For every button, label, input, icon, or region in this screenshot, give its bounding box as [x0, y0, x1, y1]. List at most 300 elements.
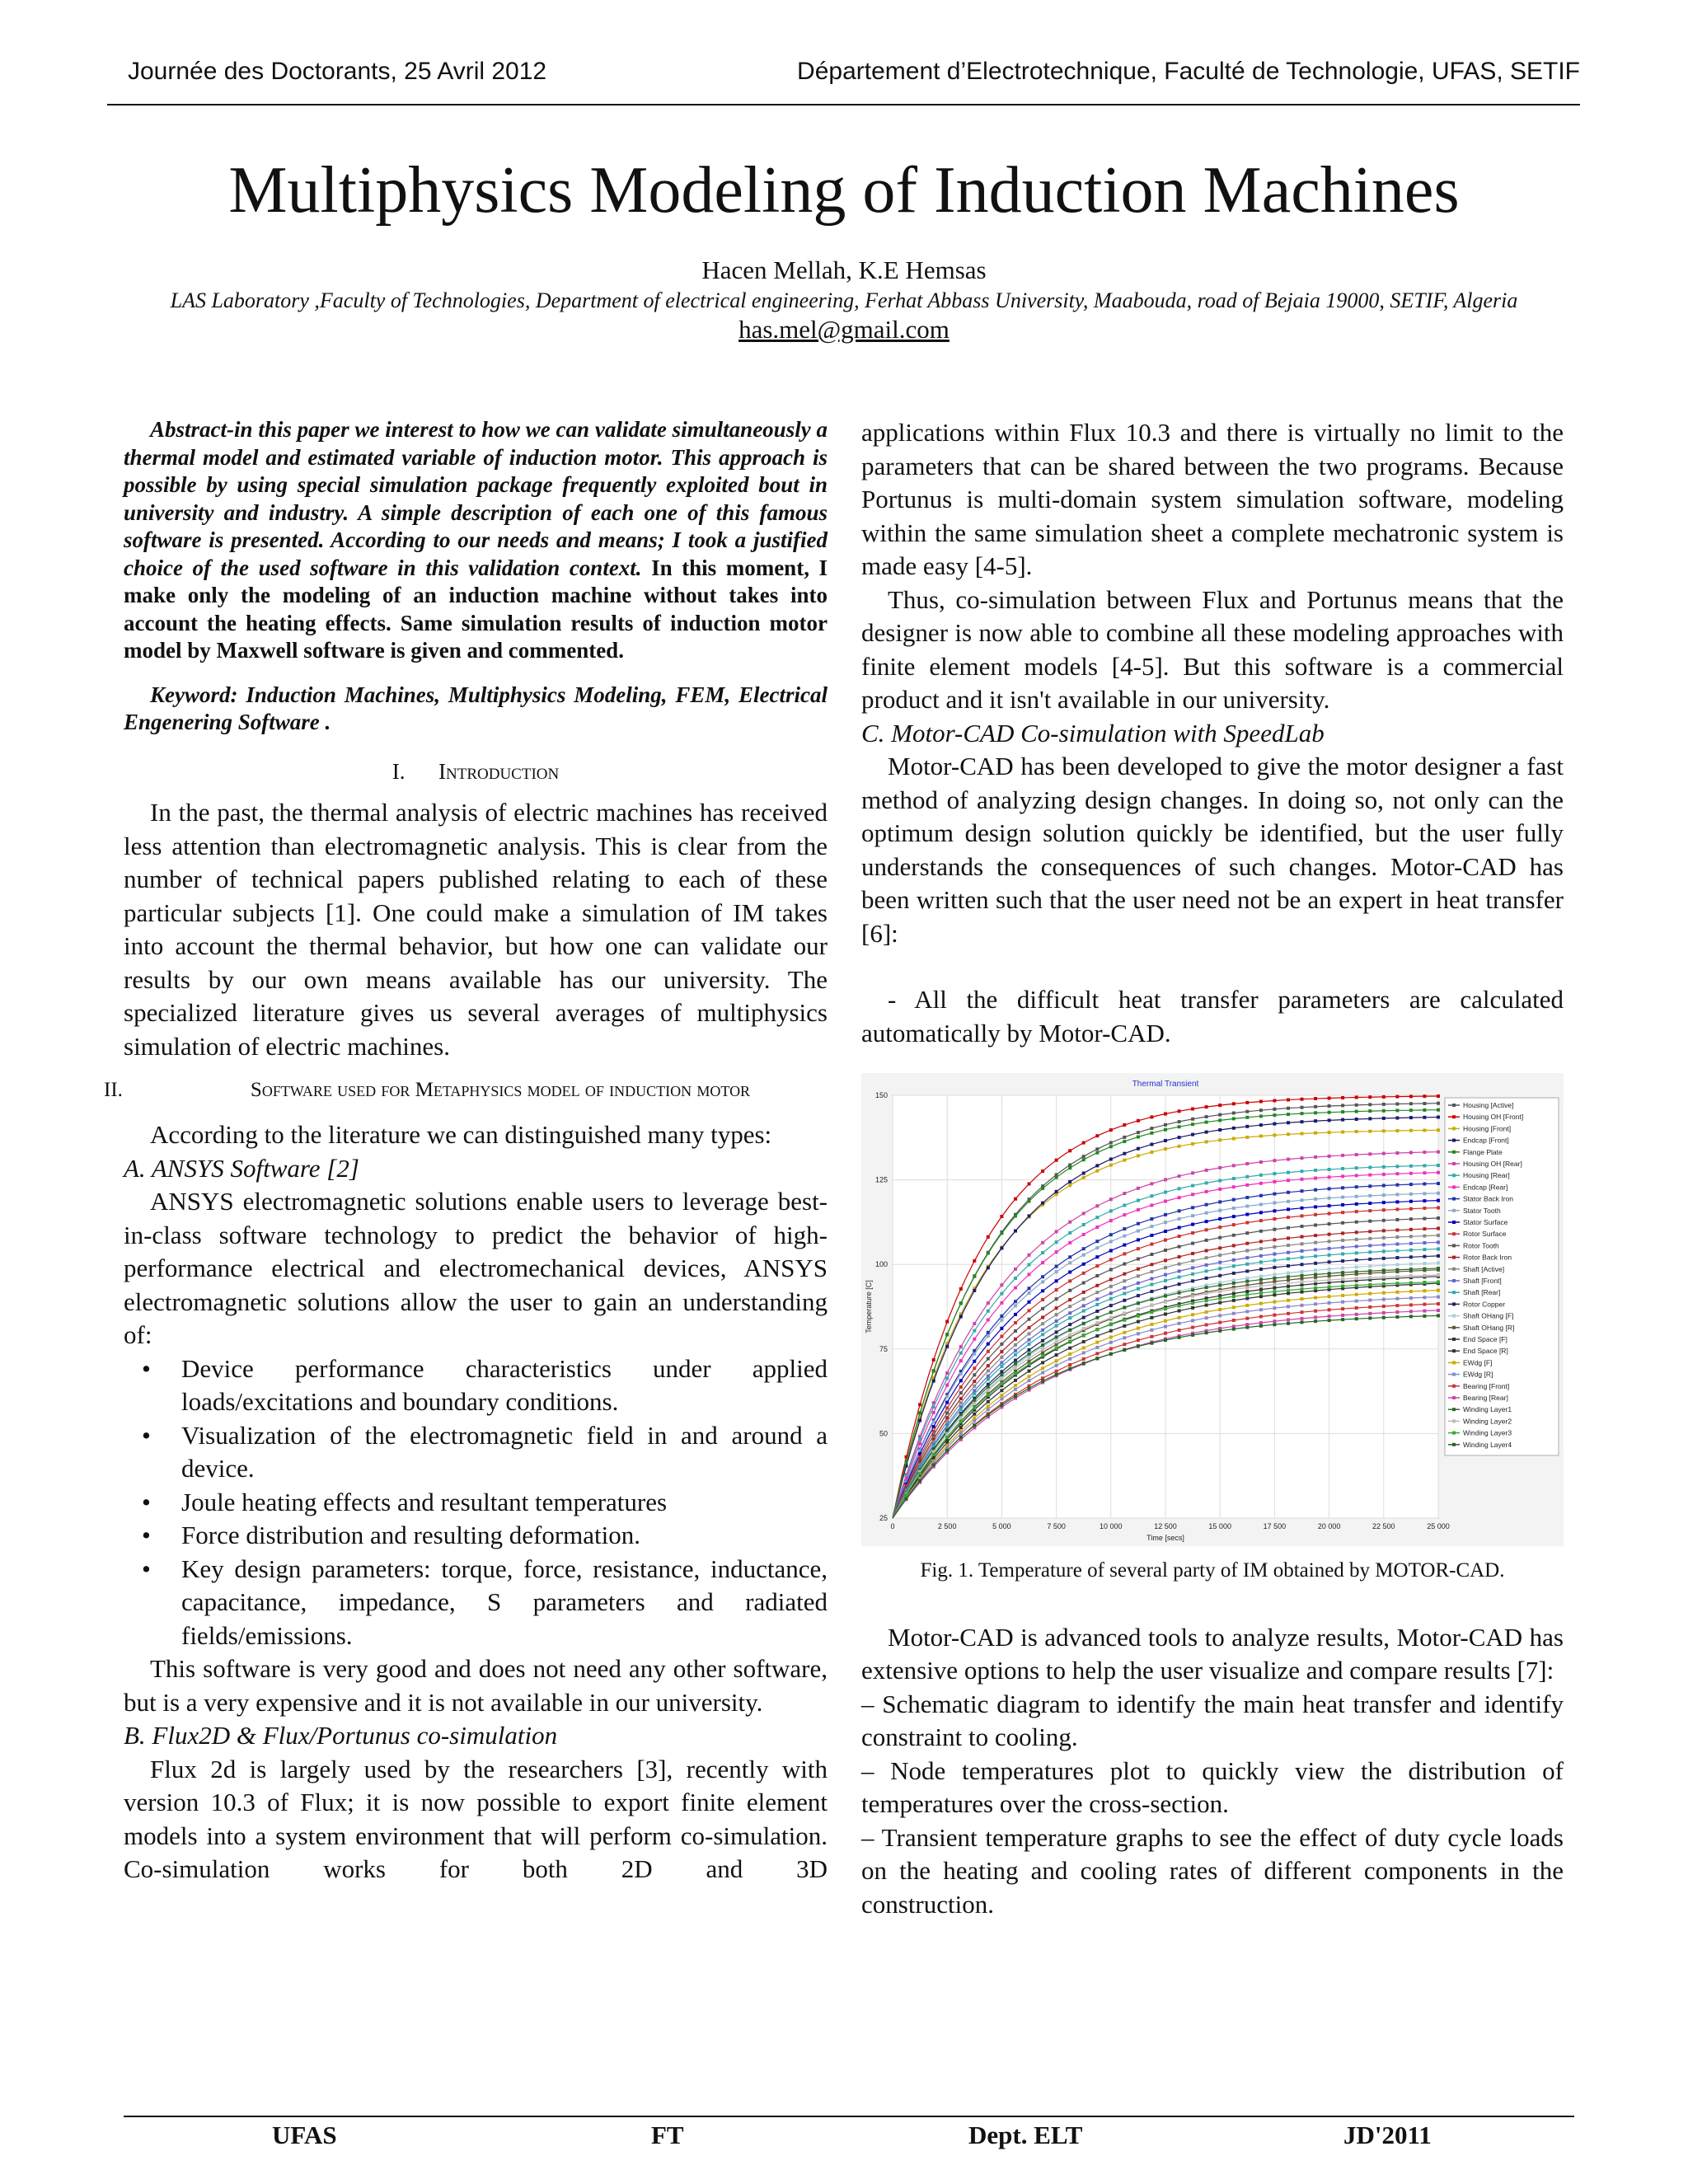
series-marker: [1123, 1319, 1126, 1322]
series-marker: [1232, 1223, 1236, 1226]
series-marker: [987, 1235, 990, 1239]
series-marker: [1409, 1129, 1413, 1132]
series-marker: [1164, 1295, 1167, 1298]
series-marker: [1123, 1252, 1126, 1255]
y-tick-label: 150: [874, 1091, 888, 1099]
running-header-left: Journée des Doctorants, 25 Avril 2012: [128, 58, 547, 85]
series-marker: [1341, 1239, 1344, 1242]
series-marker: [1068, 1261, 1071, 1264]
series-marker: [1041, 1361, 1044, 1364]
series-marker: [1355, 1251, 1358, 1254]
series-marker: [1068, 1311, 1071, 1315]
series-marker: [1055, 1324, 1058, 1328]
series-marker: [1082, 1297, 1085, 1301]
series-marker: [1095, 1164, 1099, 1167]
series-marker: [959, 1401, 963, 1404]
series-marker: [1301, 1106, 1304, 1109]
series-marker: [1287, 1285, 1290, 1288]
series-marker: [1301, 1297, 1304, 1301]
figure-caption: Fig. 1. Temperature of several party of IM obtained by MOTOR-CAD.: [920, 1559, 1505, 1582]
series-marker: [1191, 1301, 1194, 1305]
series-marker: [1341, 1118, 1344, 1122]
series-marker: [1082, 1272, 1085, 1275]
series-marker: [1205, 1324, 1208, 1327]
series-marker: [1409, 1151, 1413, 1155]
series-marker: [973, 1402, 976, 1405]
series-marker: [1368, 1166, 1372, 1169]
series-marker: [1301, 1169, 1304, 1173]
series-marker: [1437, 1102, 1440, 1105]
series-marker: [945, 1320, 949, 1324]
series-marker: [1273, 1253, 1276, 1256]
series-marker: [1000, 1389, 1003, 1392]
series-marker: [1014, 1197, 1017, 1201]
series-marker: [1014, 1300, 1017, 1303]
series-marker: [1041, 1380, 1044, 1383]
series-marker: [1341, 1110, 1344, 1113]
series-marker: [1314, 1310, 1317, 1313]
legend-label: Housing OH [Front]: [1463, 1113, 1524, 1122]
ansys-conclusion: This software is very good and does not need any other software, but is a very expensive and it is not available in our university.: [124, 1654, 828, 1717]
series-marker: [1368, 1184, 1372, 1188]
series-marker: [1355, 1104, 1358, 1107]
series-marker: [1395, 1268, 1399, 1272]
subsection-flux-title: B. Flux2D & Flux/Portunus co-simulation: [124, 1721, 558, 1750]
series-marker: [1437, 1182, 1440, 1185]
series-marker: [1437, 1254, 1440, 1258]
series-marker: [1273, 1277, 1276, 1280]
series-marker: [1341, 1154, 1344, 1157]
series-marker: [1068, 1166, 1071, 1169]
series-marker: [1178, 1255, 1181, 1258]
series-marker: [1232, 1207, 1236, 1210]
series-marker: [1328, 1104, 1331, 1108]
legend-marker: [1452, 1373, 1456, 1376]
series-marker: [1028, 1263, 1031, 1267]
series-marker: [1273, 1133, 1276, 1137]
series-marker: [1109, 1336, 1113, 1339]
series-marker: [1232, 1264, 1236, 1268]
series-marker: [1301, 1178, 1304, 1181]
series-marker: [1191, 1326, 1194, 1329]
series-marker: [1409, 1094, 1413, 1098]
legend-label: Bearing [Front]: [1463, 1381, 1510, 1390]
series-marker: [1218, 1314, 1221, 1317]
series-marker: [1437, 1227, 1440, 1230]
series-marker: [1301, 1156, 1304, 1160]
legend-marker: [1452, 1419, 1456, 1422]
series-marker: [1082, 1263, 1085, 1266]
series-marker: [1314, 1302, 1317, 1305]
series-marker: [1314, 1132, 1317, 1135]
y-tick-label: 25: [879, 1514, 888, 1522]
series-marker: [1218, 1209, 1221, 1212]
series-marker: [1232, 1234, 1236, 1237]
legend-label: Shaft OHang [R]: [1463, 1323, 1515, 1332]
legend-label: Stator Surface: [1463, 1218, 1508, 1226]
series-marker: [1041, 1322, 1044, 1325]
list-item: • Visualization of the electromagnetic field in and around a device.: [142, 1420, 828, 1483]
series-marker: [1232, 1295, 1236, 1298]
series-marker: [959, 1385, 963, 1389]
series-marker: [1409, 1207, 1413, 1211]
series-marker: [1150, 1194, 1153, 1197]
series-marker: [945, 1395, 949, 1399]
series-marker: [1000, 1335, 1003, 1338]
y-tick-label: 100: [874, 1260, 888, 1269]
series-marker: [1301, 1277, 1304, 1280]
legend-label: Shaft OHang [F]: [1463, 1311, 1514, 1320]
series-marker: [1355, 1284, 1358, 1287]
series-marker: [1028, 1254, 1031, 1257]
series-marker: [973, 1329, 976, 1333]
series-marker: [1437, 1302, 1440, 1305]
series-marker: [1109, 1291, 1113, 1295]
series-marker: [1423, 1116, 1426, 1119]
series-marker: [1341, 1259, 1344, 1263]
series-marker: [1437, 1216, 1440, 1220]
series-marker: [1232, 1244, 1236, 1247]
series-marker: [1055, 1270, 1058, 1273]
series-marker: [1409, 1102, 1413, 1105]
series-marker: [1314, 1197, 1317, 1201]
series-marker: [1301, 1112, 1304, 1115]
series-marker: [1409, 1217, 1413, 1221]
series-marker: [1041, 1366, 1044, 1370]
series-marker: [932, 1405, 935, 1408]
series-marker: [1368, 1283, 1372, 1286]
series-marker: [1150, 1225, 1153, 1228]
series-marker: [1055, 1288, 1058, 1291]
series-marker: [1245, 1249, 1249, 1253]
series-marker: [1355, 1265, 1358, 1268]
series-marker: [1150, 1335, 1153, 1338]
series-marker: [1028, 1326, 1031, 1329]
series-marker: [1259, 1302, 1263, 1305]
series-marker: [1137, 1247, 1140, 1250]
series-marker: [1301, 1120, 1304, 1123]
series-marker: [1382, 1305, 1386, 1308]
series-marker: [1178, 1174, 1181, 1178]
series-marker: [1368, 1230, 1372, 1233]
series-marker: [1259, 1240, 1263, 1243]
series-marker: [1273, 1228, 1276, 1231]
series-marker: [1123, 1123, 1126, 1127]
series-marker: [1095, 1255, 1099, 1258]
series-marker: [1150, 1263, 1153, 1266]
series-marker: [1164, 1319, 1167, 1323]
series-marker: [1395, 1297, 1399, 1301]
series-marker: [932, 1358, 935, 1361]
series-marker: [973, 1417, 976, 1420]
series-marker: [1082, 1212, 1085, 1215]
series-marker: [1000, 1397, 1003, 1400]
series-marker: [1028, 1387, 1031, 1390]
legend-label: Shaft [Front]: [1463, 1277, 1502, 1285]
series-marker: [1341, 1104, 1344, 1107]
motorcad-dash-item: - All the difficult heat transfer parameters are calculated automatically by Motor-CAD.: [861, 985, 1564, 1047]
series-marker: [1068, 1149, 1071, 1152]
series-marker: [1150, 1182, 1153, 1185]
left-column: [104, 416, 828, 1886]
series-marker: [1273, 1258, 1276, 1262]
email-link[interactable]: has.mel@gmail.com: [738, 315, 950, 344]
series-marker: [1245, 1277, 1249, 1280]
series-marker: [1082, 1172, 1085, 1175]
series-marker: [1068, 1347, 1071, 1350]
series-marker: [1000, 1292, 1003, 1296]
series-marker: [1382, 1219, 1386, 1222]
series-marker: [1205, 1140, 1208, 1143]
series-marker: [1368, 1202, 1372, 1205]
series-marker: [1137, 1208, 1140, 1212]
series-marker: [1109, 1197, 1113, 1201]
footer-dept: Dept. ELT: [968, 2121, 1083, 2149]
series-marker: [1137, 1301, 1140, 1305]
series-marker: [1150, 1143, 1153, 1146]
series-marker: [1259, 1135, 1263, 1138]
series-marker: [1437, 1267, 1440, 1270]
series-marker: [1273, 1245, 1276, 1249]
series-marker: [1245, 1297, 1249, 1301]
legend-label: Stator Back Iron: [1463, 1194, 1513, 1203]
series-marker: [1095, 1151, 1099, 1155]
list-item: • Key design parameters: torque, force, resistance, inductance, capacitance, impedance, S parameters and radiated fields/emissions.: [142, 1554, 828, 1650]
series-marker: [1178, 1245, 1181, 1249]
series-marker: [1382, 1193, 1386, 1197]
series-marker: [1123, 1140, 1126, 1143]
series-marker: [1341, 1253, 1344, 1256]
series-marker: [1287, 1272, 1290, 1275]
series-marker: [1000, 1327, 1003, 1330]
series-marker: [1150, 1217, 1153, 1221]
series-marker: [1191, 1333, 1194, 1337]
series-marker: [1395, 1095, 1399, 1099]
series-marker: [1137, 1119, 1140, 1122]
series-marker: [1068, 1241, 1071, 1244]
series-marker: [1355, 1153, 1358, 1156]
series-marker: [1259, 1219, 1263, 1222]
y-tick-label: 75: [879, 1344, 888, 1353]
series-marker: [1232, 1272, 1236, 1275]
series-marker: [918, 1479, 921, 1483]
series-marker: [1191, 1313, 1194, 1316]
series-marker: [1287, 1179, 1290, 1182]
series-marker: [1395, 1200, 1399, 1203]
series-marker: [1150, 1270, 1153, 1273]
series-marker: [1245, 1183, 1249, 1187]
series-marker: [1409, 1310, 1413, 1313]
series-marker: [1232, 1164, 1236, 1167]
legend-label: Rotor Tooth: [1463, 1241, 1499, 1250]
x-tick-label: 5 000: [992, 1522, 1011, 1530]
series-marker: [1409, 1268, 1413, 1271]
series-marker: [1123, 1306, 1126, 1310]
series-marker: [973, 1352, 976, 1356]
series-marker: [1178, 1120, 1181, 1123]
series-marker: [1109, 1277, 1113, 1281]
series-marker: [1382, 1129, 1386, 1132]
series-marker: [987, 1310, 990, 1313]
series-marker: [959, 1416, 963, 1419]
series-marker: [1082, 1176, 1085, 1179]
series-marker: [959, 1345, 963, 1348]
series-marker: [1137, 1238, 1140, 1241]
motorcad-paragraph: Motor-CAD has been developed to give the motor designer a fast method of analyzing design changes. In doing so, not only can the optimum design solution quickly be identified, but the user fully understands the consequences of such changes. Motor-CAD has been written such that the user need not be an expert in heat transfer [6]:: [861, 752, 1564, 948]
series-marker: [1301, 1235, 1304, 1239]
legend-marker: [1452, 1174, 1456, 1177]
series-marker: [1245, 1101, 1249, 1104]
series-marker: [1014, 1366, 1017, 1370]
series-marker: [1301, 1132, 1304, 1136]
series-marker: [1437, 1234, 1440, 1237]
series-marker: [1314, 1315, 1317, 1319]
series-marker: [1382, 1184, 1386, 1188]
series-marker: [1068, 1323, 1071, 1326]
series-marker: [1164, 1191, 1167, 1194]
series-marker: [1395, 1165, 1399, 1168]
series-marker: [1437, 1309, 1440, 1312]
x-tick-label: 25 000: [1427, 1522, 1450, 1530]
footer-ft: FT: [651, 2121, 684, 2149]
series-marker: [1341, 1277, 1344, 1281]
subsection-motorcad-title: C. Motor-CAD Co-simulation with SpeedLab: [861, 718, 1325, 748]
series-marker: [1178, 1196, 1181, 1199]
series-marker: [1423, 1094, 1426, 1098]
series-marker: [1055, 1176, 1058, 1179]
series-marker: [1028, 1291, 1031, 1295]
series-marker: [1095, 1204, 1099, 1207]
series-marker: [1341, 1221, 1344, 1225]
series-marker: [1205, 1169, 1208, 1172]
series-marker: [1191, 1231, 1194, 1235]
series-marker: [1000, 1301, 1003, 1305]
series-marker: [1123, 1136, 1126, 1139]
series-marker: [1068, 1180, 1071, 1183]
series-marker: [1218, 1226, 1221, 1229]
series-marker: [1287, 1158, 1290, 1161]
series-marker: [945, 1420, 949, 1423]
series-marker: [1123, 1343, 1126, 1346]
series-marker: [1041, 1333, 1044, 1336]
series-marker: [1164, 1266, 1167, 1269]
series-marker: [945, 1345, 949, 1348]
series-marker: [1068, 1221, 1071, 1224]
series-marker: [1191, 1184, 1194, 1188]
right-column: [861, 416, 1564, 1921]
series-marker: [1000, 1343, 1003, 1346]
series-marker: [1382, 1208, 1386, 1212]
series-marker: [1218, 1274, 1221, 1277]
series-marker: [1178, 1291, 1181, 1295]
series-marker: [1205, 1249, 1208, 1253]
list-item: • Joule heating effects and resultant temperatures: [142, 1487, 668, 1516]
series-marker: [1355, 1270, 1358, 1273]
series-marker: [1191, 1288, 1194, 1291]
series-marker: [1232, 1137, 1236, 1141]
series-marker: [959, 1426, 963, 1429]
series-marker: [1205, 1239, 1208, 1242]
series-marker: [1055, 1330, 1058, 1333]
series-marker: [1191, 1142, 1194, 1146]
series-marker: [1028, 1352, 1031, 1356]
series-marker: [1123, 1292, 1126, 1296]
series-marker: [1287, 1191, 1290, 1194]
series-marker: [1314, 1155, 1317, 1159]
series-marker: [1109, 1310, 1113, 1314]
series-marker: [973, 1399, 976, 1402]
series-marker: [1191, 1118, 1194, 1121]
series-marker: [1437, 1192, 1440, 1195]
series-marker: [1150, 1151, 1153, 1154]
series-marker: [1437, 1116, 1440, 1119]
series-marker: [1423, 1310, 1426, 1313]
series-marker: [1273, 1099, 1276, 1103]
series-marker: [1395, 1117, 1399, 1120]
series-marker: [1355, 1238, 1358, 1241]
series-marker: [1245, 1242, 1249, 1245]
series-marker: [1191, 1306, 1194, 1310]
series-marker: [1055, 1250, 1058, 1254]
series-marker: [1314, 1097, 1317, 1100]
series-marker: [1095, 1226, 1099, 1229]
series-marker: [1109, 1347, 1113, 1351]
series-marker: [1041, 1316, 1044, 1319]
series-marker: [1028, 1214, 1031, 1217]
series-marker: [918, 1403, 921, 1406]
series-marker: [1055, 1364, 1058, 1367]
legend-label: Winding Layer1: [1463, 1405, 1512, 1414]
series-marker: [1000, 1377, 1003, 1380]
series-marker: [1259, 1288, 1263, 1291]
series-marker: [1245, 1162, 1249, 1165]
series-marker: [1368, 1194, 1372, 1197]
series-marker: [1328, 1197, 1331, 1200]
series-marker: [1082, 1340, 1085, 1343]
series-marker: [1341, 1307, 1344, 1310]
series-marker: [1109, 1316, 1113, 1319]
series-marker: [1382, 1311, 1386, 1315]
series-marker: [1301, 1283, 1304, 1286]
series-marker: [1164, 1273, 1167, 1277]
series-marker: [1341, 1096, 1344, 1099]
series-marker: [1218, 1261, 1221, 1264]
series-marker: [1205, 1263, 1208, 1267]
series-marker: [1014, 1230, 1017, 1233]
series-marker: [1437, 1094, 1440, 1098]
series-marker: [1205, 1228, 1208, 1231]
series-marker: [987, 1357, 990, 1361]
series-marker: [1355, 1300, 1358, 1303]
series-marker: [959, 1432, 963, 1436]
series-marker: [1409, 1108, 1413, 1112]
series-marker: [1191, 1259, 1194, 1263]
series-marker: [1164, 1213, 1167, 1216]
series-marker: [1382, 1249, 1386, 1253]
series-marker: [1137, 1282, 1140, 1285]
series-marker: [932, 1464, 935, 1467]
series-marker: [1055, 1279, 1058, 1282]
series-marker: [1368, 1237, 1372, 1240]
legend-marker: [1452, 1127, 1456, 1130]
series-marker: [1137, 1294, 1140, 1297]
series-marker: [905, 1493, 908, 1497]
series-marker: [1232, 1251, 1236, 1254]
series-marker: [1259, 1211, 1263, 1214]
series-marker: [1150, 1283, 1153, 1286]
series-marker: [932, 1453, 935, 1456]
series-marker: [1245, 1196, 1249, 1199]
